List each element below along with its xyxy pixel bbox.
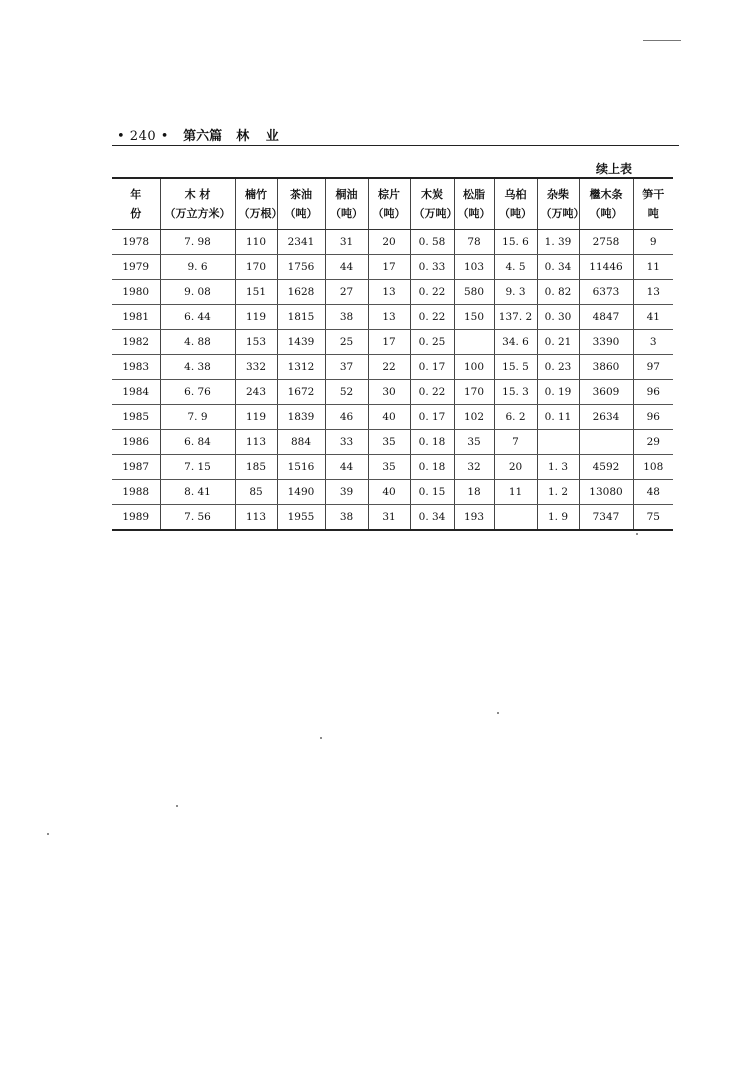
value-cell: 103	[454, 255, 494, 280]
value-cell: 185	[235, 455, 277, 480]
column-header	[454, 178, 494, 230]
value-cell: 97	[633, 355, 673, 380]
value-cell: 332	[235, 355, 277, 380]
column-unit: （吨）	[589, 207, 623, 220]
value-cell: 18	[454, 480, 494, 505]
value-cell: 46	[325, 405, 368, 430]
year-cell: 1983	[112, 355, 160, 380]
value-cell: 20	[368, 230, 410, 255]
value-cell	[494, 505, 537, 531]
column-unit: （万立方米）	[164, 207, 231, 220]
value-cell: 1312	[277, 355, 325, 380]
value-cell: 0. 23	[537, 355, 579, 380]
value-cell: 113	[235, 430, 277, 455]
page-number: • 240 •	[117, 129, 169, 144]
column-name: 桐油	[335, 188, 358, 201]
table-row	[112, 305, 673, 330]
table-row	[112, 255, 673, 280]
value-cell: 41	[633, 305, 673, 330]
value-cell: 4. 5	[494, 255, 537, 280]
column-unit: （吨）	[284, 207, 318, 220]
value-cell: 7. 15	[160, 455, 235, 480]
value-cell: 32	[454, 455, 494, 480]
value-cell: 108	[633, 455, 673, 480]
value-cell: 44	[325, 255, 368, 280]
value-cell: 119	[235, 305, 277, 330]
year-cell: 1986	[112, 430, 160, 455]
value-cell: 100	[454, 355, 494, 380]
value-cell	[454, 330, 494, 355]
value-cell: 3	[633, 330, 673, 355]
value-cell: 1628	[277, 280, 325, 305]
value-cell: 15. 3	[494, 380, 537, 405]
value-cell: 0. 21	[537, 330, 579, 355]
page-header	[117, 125, 677, 144]
value-cell: 0. 33	[410, 255, 454, 280]
value-cell: 2634	[579, 405, 633, 430]
scan-speck	[47, 833, 49, 835]
value-cell: 884	[277, 430, 325, 455]
value-cell: 137. 2	[494, 305, 537, 330]
year-cell: 1981	[112, 305, 160, 330]
table-row	[112, 330, 673, 355]
table-row	[112, 505, 673, 531]
value-cell: 11	[494, 480, 537, 505]
value-cell: 113	[235, 505, 277, 531]
column-header	[579, 178, 633, 230]
table-row	[112, 280, 673, 305]
value-cell: 52	[325, 380, 368, 405]
value-cell: 1490	[277, 480, 325, 505]
value-cell: 39	[325, 480, 368, 505]
column-name: 木 材	[184, 188, 211, 201]
value-cell: 7. 9	[160, 405, 235, 430]
table-row	[112, 455, 673, 480]
column-unit: （吨）	[499, 207, 532, 220]
table-row	[112, 230, 673, 255]
value-cell: 13	[368, 305, 410, 330]
value-cell: 13080	[579, 480, 633, 505]
table-row	[112, 380, 673, 405]
value-cell: 0. 25	[410, 330, 454, 355]
column-header	[537, 178, 585, 230]
scan-speck	[497, 712, 499, 714]
value-cell: 40	[368, 480, 410, 505]
year-cell: 1989	[112, 505, 160, 531]
value-cell: 1815	[277, 305, 325, 330]
value-cell: 30	[368, 380, 410, 405]
column-name: 杂柴	[547, 188, 569, 201]
value-cell: 29	[633, 430, 673, 455]
column-unit: （吨）	[457, 207, 491, 220]
value-cell: 0. 15	[410, 480, 454, 505]
column-header	[325, 178, 368, 230]
table-row	[112, 355, 673, 380]
table-row	[112, 430, 673, 455]
value-cell: 1955	[277, 505, 325, 531]
table-body	[112, 230, 673, 531]
value-cell: 78	[454, 230, 494, 255]
value-cell: 153	[235, 330, 277, 355]
value-cell: 193	[454, 505, 494, 531]
value-cell: 9	[633, 230, 673, 255]
column-header	[160, 178, 235, 230]
value-cell: 7347	[579, 505, 633, 531]
section-title: 林 业	[236, 129, 285, 144]
value-cell: 27	[325, 280, 368, 305]
value-cell: 0. 82	[537, 280, 579, 305]
value-cell: 96	[633, 405, 673, 430]
column-unit: （吨）	[372, 207, 406, 220]
continued-label: 续上表	[596, 162, 633, 176]
value-cell: 3860	[579, 355, 633, 380]
value-cell: 33	[325, 430, 368, 455]
value-cell: 4. 38	[160, 355, 235, 380]
value-cell: 31	[325, 230, 368, 255]
value-cell: 20	[494, 455, 537, 480]
value-cell: 170	[454, 380, 494, 405]
value-cell: 75	[633, 505, 673, 531]
column-unit: 份	[130, 207, 142, 220]
value-cell: 4847	[579, 305, 633, 330]
value-cell: 96	[633, 380, 673, 405]
value-cell: 2341	[277, 230, 325, 255]
column-name: 笋干	[642, 188, 665, 201]
column-header	[277, 178, 325, 230]
column-header	[410, 178, 458, 230]
value-cell: 3390	[579, 330, 633, 355]
year-cell: 1984	[112, 380, 160, 405]
value-cell: 1756	[277, 255, 325, 280]
scan-speck	[636, 533, 638, 535]
value-cell: 151	[235, 280, 277, 305]
value-cell: 119	[235, 405, 277, 430]
value-cell: 0. 19	[537, 380, 579, 405]
column-header	[235, 178, 283, 230]
column-header	[368, 178, 410, 230]
value-cell: 35	[368, 455, 410, 480]
value-cell: 85	[235, 480, 277, 505]
scan-speck	[320, 737, 322, 739]
column-unit: （万根）	[238, 207, 283, 220]
column-header	[494, 178, 537, 230]
header-rule	[112, 145, 679, 146]
year-cell: 1980	[112, 280, 160, 305]
value-cell: 37	[325, 355, 368, 380]
value-cell: 7. 98	[160, 230, 235, 255]
value-cell: 13	[633, 280, 673, 305]
column-header	[112, 178, 160, 230]
value-cell: 102	[454, 405, 494, 430]
value-cell: 1. 3	[537, 455, 579, 480]
value-cell: 9. 6	[160, 255, 235, 280]
value-cell: 15. 5	[494, 355, 537, 380]
year-cell: 1985	[112, 405, 160, 430]
value-cell: 48	[633, 480, 673, 505]
value-cell: 17	[368, 255, 410, 280]
value-cell: 38	[325, 505, 368, 531]
value-cell: 9. 08	[160, 280, 235, 305]
value-cell: 8. 41	[160, 480, 235, 505]
value-cell: 3609	[579, 380, 633, 405]
value-cell: 0. 34	[537, 255, 579, 280]
value-cell: 0. 22	[410, 305, 454, 330]
value-cell: 6. 84	[160, 430, 235, 455]
table-header-row	[112, 178, 673, 230]
value-cell: 6. 76	[160, 380, 235, 405]
value-cell: 170	[235, 255, 277, 280]
value-cell: 580	[454, 280, 494, 305]
year-cell: 1988	[112, 480, 160, 505]
scan-edge-line	[643, 40, 681, 41]
table-row	[112, 405, 673, 430]
value-cell: 35	[454, 430, 494, 455]
value-cell: 0. 17	[410, 405, 454, 430]
value-cell: 1. 39	[537, 230, 579, 255]
value-cell: 44	[325, 455, 368, 480]
column-name: 檵木条	[589, 188, 623, 201]
value-cell: 0. 22	[410, 280, 454, 305]
value-cell: 6. 2	[494, 405, 537, 430]
value-cell: 31	[368, 505, 410, 531]
value-cell: 15. 6	[494, 230, 537, 255]
value-cell: 0. 30	[537, 305, 579, 330]
column-unit: （吨）	[330, 207, 363, 220]
value-cell: 6373	[579, 280, 633, 305]
year-cell: 1978	[112, 230, 160, 255]
column-name: 松脂	[463, 188, 485, 201]
value-cell: 4. 88	[160, 330, 235, 355]
value-cell: 38	[325, 305, 368, 330]
value-cell: 1672	[277, 380, 325, 405]
value-cell: 2758	[579, 230, 633, 255]
year-cell: 1987	[112, 455, 160, 480]
value-cell: 150	[454, 305, 494, 330]
scan-speck	[176, 805, 178, 807]
value-cell: 1839	[277, 405, 325, 430]
value-cell: 22	[368, 355, 410, 380]
value-cell: 1516	[277, 455, 325, 480]
year-cell: 1982	[112, 330, 160, 355]
value-cell: 110	[235, 230, 277, 255]
value-cell	[537, 430, 579, 455]
value-cell: 7	[494, 430, 537, 455]
value-cell: 34. 6	[494, 330, 537, 355]
column-name: 茶油	[290, 188, 312, 201]
column-unit: （万吨）	[540, 207, 585, 220]
column-name: 棕片	[378, 188, 400, 201]
value-cell: 0. 11	[537, 405, 579, 430]
column-name: 乌桕	[504, 188, 527, 201]
value-cell: 17	[368, 330, 410, 355]
value-cell: 40	[368, 405, 410, 430]
column-unit: （万吨）	[413, 207, 458, 220]
column-name: 楠竹	[245, 188, 267, 201]
value-cell: 0. 22	[410, 380, 454, 405]
value-cell: 13	[368, 280, 410, 305]
value-cell: 243	[235, 380, 277, 405]
column-name: 木炭	[421, 188, 443, 201]
value-cell: 11	[633, 255, 673, 280]
value-cell: 35	[368, 430, 410, 455]
column-header	[633, 178, 673, 230]
value-cell: 6. 44	[160, 305, 235, 330]
value-cell: 7. 56	[160, 505, 235, 531]
value-cell: 25	[325, 330, 368, 355]
value-cell: 11446	[579, 255, 633, 280]
value-cell	[579, 430, 633, 455]
column-name: 年	[130, 188, 142, 201]
value-cell: 0. 58	[410, 230, 454, 255]
value-cell: 0. 34	[410, 505, 454, 531]
table-row	[112, 480, 673, 505]
chapter-title: 第六篇	[183, 129, 223, 144]
value-cell: 0. 18	[410, 455, 454, 480]
value-cell: 9. 3	[494, 280, 537, 305]
value-cell: 0. 18	[410, 430, 454, 455]
forestry-output-table	[112, 177, 673, 531]
value-cell: 4592	[579, 455, 633, 480]
value-cell: 1. 9	[537, 505, 579, 531]
value-cell: 1439	[277, 330, 325, 355]
year-cell: 1979	[112, 255, 160, 280]
column-unit: 吨	[647, 207, 659, 220]
value-cell: 1. 2	[537, 480, 579, 505]
value-cell: 0. 17	[410, 355, 454, 380]
